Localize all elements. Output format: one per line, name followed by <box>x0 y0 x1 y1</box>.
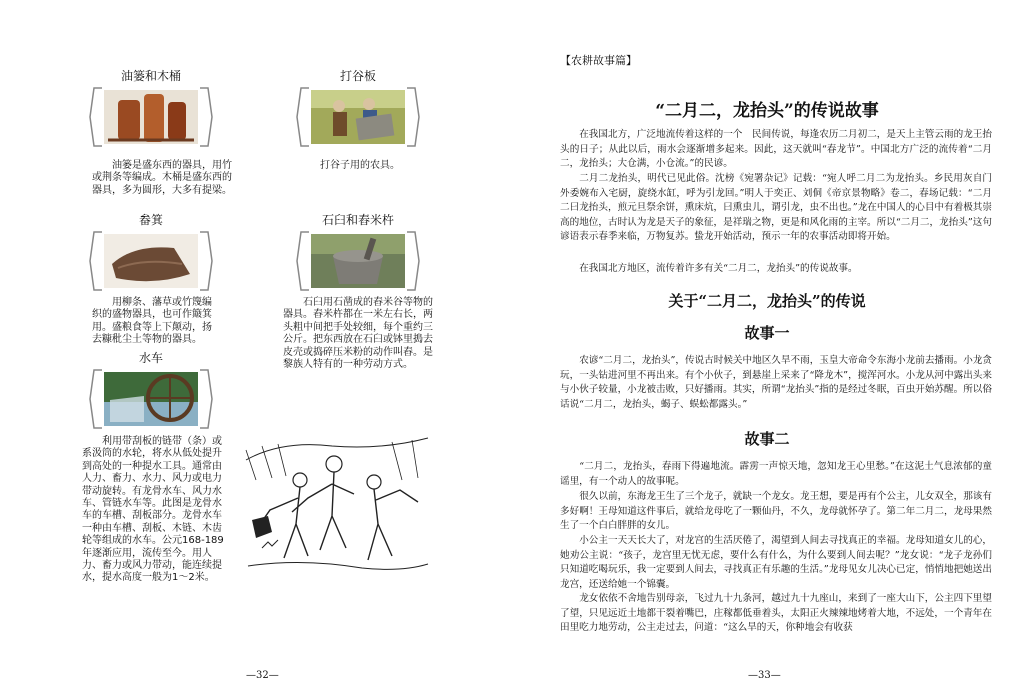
farmers-illustration <box>242 420 432 580</box>
tool-title-dustpan: 畚箕 <box>138 213 163 227</box>
tool-desc-oil-basket: 油篓是盛东西的器具，用竹或荆条等编成。木桶是盛东西的器具，多为圆形，大多有提梁。 <box>92 160 232 196</box>
tool-photo-frame <box>88 230 214 292</box>
tool-title-oil-basket: 油篓和木桶 <box>120 69 181 83</box>
oil-basket-wooden-bucket-icon <box>104 90 198 144</box>
story-two-title: 故事二 <box>744 430 790 448</box>
intro-paragraph: 二月二龙抬头，明代已见此俗。沈榜《宛署杂记》记载：“宛人呼二月二为龙抬头。乡民用灰自门外委婉布入宅厨，旋绕水缸，呼为引龙回。”明人于奕正、刘侗《帝京景物略》卷二，春场记载：“二月二曰龙抬头，煎元旦祭余饼，熏床炕，曰熏虫儿，谓引龙，虫不出也。”龙在中国人的心目中有着极其崇高的地位，古时认为龙是天子的象征，是祥瑞之物，更是和风化雨的主宰。所以“二月二，龙抬头”这句谚语表示春季来临，万物复苏。蛰龙开始活动，预示一年的农事活动即将开始。 <box>560 173 992 243</box>
subtitle: 关于“二月二，龙抬头”的传说 <box>668 292 866 310</box>
intro-paragraph: 在我国北方，广泛地流传着这样的一个 民间传说，每逢农历二月初二，是天上主管云雨的龙王抬头的日子；从此以后，雨水会逐渐增多起来。因此，这天就叫“春龙节”。中国北方广泛的流传着“二月二，龙抬头；大仓满，小仓流。”的民谚。 <box>560 129 992 170</box>
page-number-right: —33— <box>748 670 781 681</box>
tool-photo-frame <box>295 230 421 292</box>
story-two-paragraph: 小公主一天天长大了，对龙宫的生活厌倦了，渴望到人间去寻找真正的幸福。龙母知道女儿的心，她劝公主说：“孩子，龙宫里无忧无虑，要什么有什么，为什么要到人间去呢？”龙女说：“龙子龙孙们只知道吃喝玩乐，我一定要到人间去，寻找真正有乐趣的生活。”龙母见女儿决心已定，悄悄地把她送出龙宫，还送给她一个锦囊。 <box>560 535 992 590</box>
stone-mortar-pestle-icon <box>311 234 405 288</box>
section-tag: 【农耕故事篇】 <box>560 54 637 67</box>
page-title: “二月二，龙抬头”的传说故事 <box>655 101 879 121</box>
water-wheel-icon <box>104 372 198 426</box>
tool-desc-water-wheel: 利用带刮板的链带（条）或系汲筒的水轮，将水从低处提升到高处的一种提水工具。通常由人力、畜力、水力、风力或电力带动旋转。有龙骨水车、风力水车、管链水车等。此图是龙骨水车的车槽、刮板部分。龙骨水车一种由车槽、刮板、木链、木齿轮等组成的水车。公元168-189年逐渐应用，流传至今。用人力、畜力或风力带动，能连续提水，提水高度一般为1～2米。 <box>82 436 224 584</box>
tool-title-water-wheel: 水车 <box>138 351 163 365</box>
page-number-left: —32— <box>246 670 279 681</box>
story-one-text: 农谚“二月二，龙抬头”，传说古时候关中地区久旱不雨，玉皇大帝命令东海小龙前去播雨。小龙贪玩，一头钻进河里不再出来。有个小伙子，到悬崖上采来了“降龙木”，搅浑河水。小龙从河中露出头来与小伙子较量，小龙被击败，只好播雨。其实，所谓“龙抬头”指的是经过冬眠，百虫开始苏醒。所以俗话说“二月二，龙抬头，蝎子、蜈蚣都露头。” <box>560 355 992 410</box>
right-page <box>512 0 1024 699</box>
story-two-paragraph: “二月二，龙抬头，春雨下得遍地流。霹雳一声惊天地，忽知龙王心里愁。”在这泥土气息浓郁的童谣里，有一个动人的故事呢。 <box>560 461 992 487</box>
tool-desc-dustpan: 用柳条、藩草或竹篾编织的盛物器具，也可作簸箕用。盛粮食等上下颠动，扬去糠秕尘土等物的器具。 <box>92 297 212 346</box>
tool-photo-frame <box>295 86 421 148</box>
tool-desc-threshing-board: 打谷子用的农具。 <box>320 160 400 171</box>
story-two-paragraph: 很久以前，东海龙王生了三个龙子，就缺一个龙女。龙王想，要是再有个公主，儿女双全，那该有多好啊！王母知道这件事后，就给龙母吃了一颗仙丹，不久，龙母就怀孕了。第二年二月二，龙母果然生了一个白白胖胖的女儿。 <box>560 491 992 532</box>
tool-photo-frame <box>88 368 214 430</box>
threshing-board-icon <box>311 90 405 144</box>
dustpan-basket-icon <box>104 234 198 288</box>
tool-photo-frame <box>88 86 214 148</box>
tool-title-threshing-board: 打谷板 <box>339 69 376 83</box>
story-one-title: 故事一 <box>744 324 790 342</box>
intro-paragraph: 在我国北方地区，流传着许多有关“二月二，龙抬头”的传说故事。 <box>579 263 858 274</box>
tool-title-stone-mortar: 石臼和舂米杵 <box>321 213 394 227</box>
story-two-paragraph: 龙女依依不舍地告别母亲，飞过九十九条河，越过九十九座山，来到了一座大山下，公主四下里望了望，只见远近土地都干裂着嘴巴，庄稼都低垂着头，太阳正火辣辣地烤着大地，不远处，一个青年在田里吃力地劳动，公主走过去，问道：“这么旱的天，你种地会有收获 <box>560 593 992 634</box>
tool-desc-stone-mortar: 石臼用石凿成的舂米谷等物的器具。舂米杵都在一米左右长，两头粗中间把手处较细，每个重约三公斤。把东西放在石臼或钵里搗去皮壳或捣碎压米粉的动作叫舂。是黎族人特有的一种劳动方式。 <box>283 297 433 371</box>
